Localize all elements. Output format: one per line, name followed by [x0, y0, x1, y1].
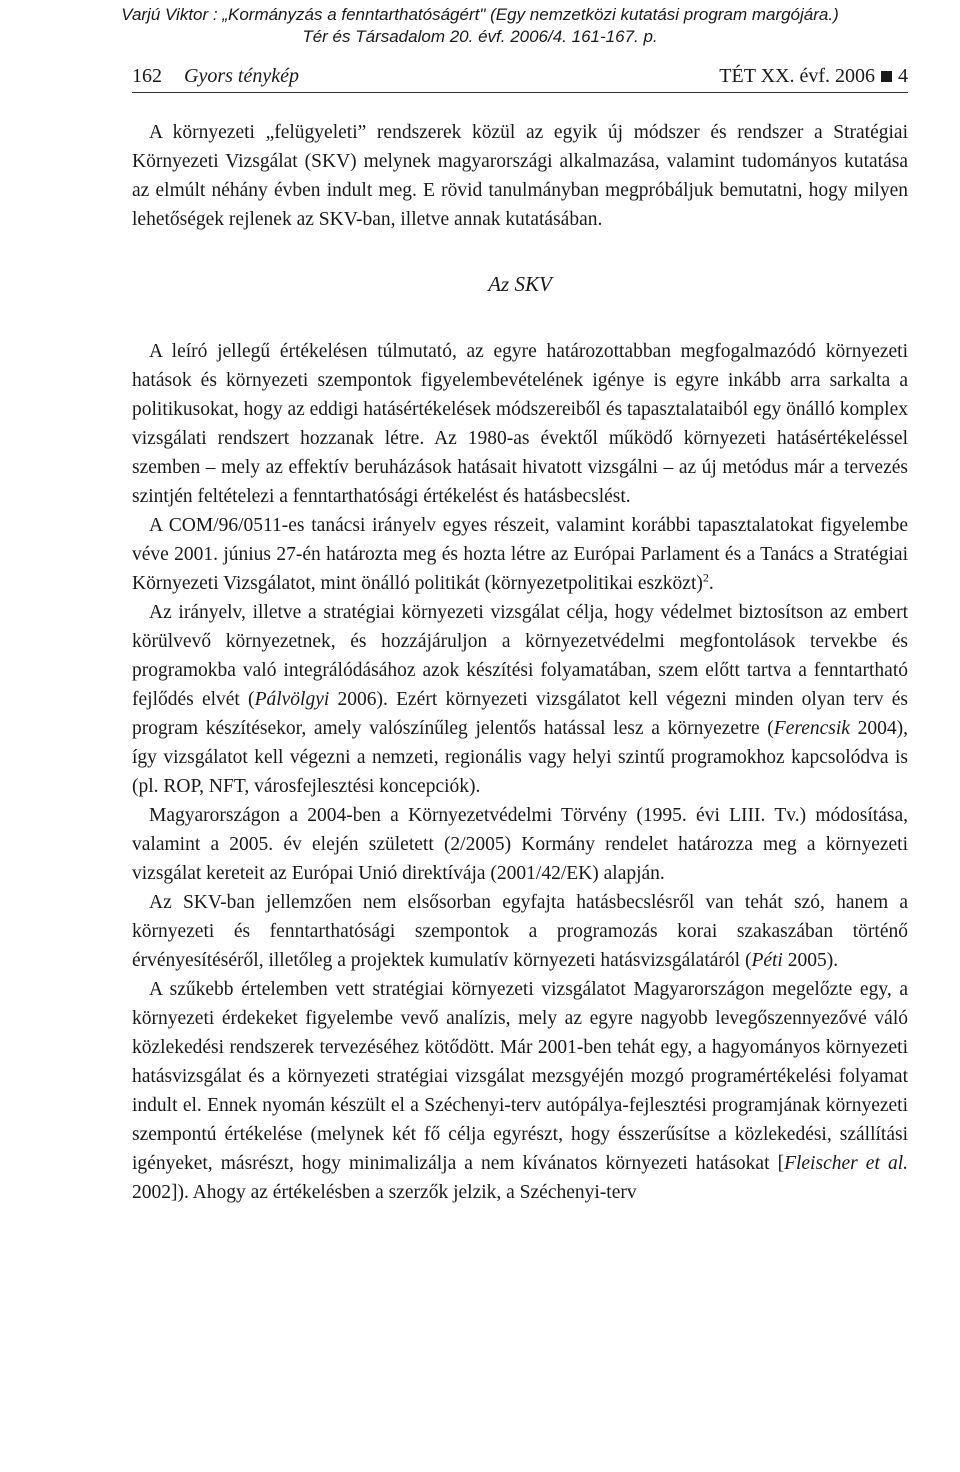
paragraph-3 [132, 598, 908, 801]
article-body [132, 118, 908, 1207]
section-heading: Az SKV [488, 272, 552, 296]
running-head [132, 60, 908, 93]
reference-ferencsik: Ferencsik [773, 718, 850, 739]
paragraph-4: Magyarországon a 2004-ben a Környezetvédelmi Törvény (1995. évi LIII. Tv.) módosítása, valamint a 2005. év elején született (2/2005) Kormány rendelet határozza meg a környezeti vizsgálat kereteit az Európai Unió direktívája (2001/42/EK) alapján. [132, 805, 908, 884]
journal-title: TÉT XX. évf. 2006 [719, 65, 875, 87]
page-number: 162 [132, 65, 162, 87]
section-title: Gyors ténykép [184, 65, 299, 87]
paragraph-1: A leíró jellegű értékelésen túlmutató, az egyre határozottabban megfogalmazódó környezeti hatások és környezeti szempontok figyelembevételének igénye is egyre inkább arra sarkalta a politikusokat, hogy az eddigi hatásértékelések módszereiből és tapasztalataiból egy önálló komplex vizsgálati rendszert hozzanak létre. Az 1980-as évektől működő környezeti hatásértékeléssel szemben – mely az effektív beruházások hatásait hivatott vizsgálni – az új metódus már a tervezés szintjén feltételezi a fenntarthatósági értékelést és hatásbecslést. [132, 341, 908, 507]
paragraph-2-text: A COM/96/0511-es tanácsi irányelv egyes részeit, valamint korábbi tapasztalatokat figyelembe véve 2001. június 27-én határozta meg és hozta létre az Európai Parlament és a Tanács a Stratégiai Környezeti Vizsgálatot, mint önálló politikát (környezetpolitikai eszközt) [132, 515, 908, 594]
citation-line-2: Tér és Társadalom 20. évf. 2006/4. 161-167. p. [302, 27, 658, 46]
paragraph-3-part-a: Az irányelv, illetve a stratégiai környezeti vizsgálat célja, hogy védelmet biztosítson az embert körülvevő környezetnek, és hozzájáruljon a környezetvédelmi megfontolások tervekbe és programokba való integrálódásához azok készítési folyamatában, szem előtt tartva a fenntartható fejlődés elvét ( [132, 602, 908, 710]
paragraph-2 [132, 511, 908, 598]
running-head-left [132, 60, 299, 92]
paragraph-3-part-b: 2006). Ezért környezeti vizsgálatot kell végezni minden olyan terv és program készítésekor, amely valószínűleg jelentős hatással lesz a környezetre ( [132, 689, 908, 739]
paragraph-2-end: . [708, 573, 714, 594]
footnote-marker: 2 [702, 570, 709, 585]
reference-fleischer: Fleischer et al. [784, 1153, 908, 1174]
citation-line-1: Varjú Viktor : „Kormányzás a fenntarthatóságért" (Egy nemzetközi kutatási program margójára.) [121, 5, 839, 24]
paragraph-5-part-b: 2005). [782, 950, 839, 971]
paragraph-3-part-c: 2004), így vizsgálatot kell végezni a nemzeti, regionális vagy helyi szintű programokhoz kapcsolódva is (pl. ROP, NFT, városfejlesztési koncepciók). [132, 718, 908, 797]
paragraph-5-part-a: Az SKV-ban jellemzően nem elsősorban egyfajta hatásbecslésről van tehát szó, hanem a környezeti és fenntarthatósági szempontok a programozás korai szakaszában történő érvényesítéséről, illetőleg a projektek kumulatív környezeti hatásvizsgálatáról ( [132, 892, 908, 971]
running-head-right [719, 60, 908, 92]
reference-palvolgyi: Pálvölgyi [254, 689, 330, 710]
issue-number: 4 [898, 65, 908, 87]
intro-paragraph: A környezeti „felügyeleti” rendszerek közül az egyik új módszer és rendszer a Stratégiai Környezeti Vizsgálat (SKV) melynek magyarországi alkalmazása, valamint tudományos kutatása az elmúlt néhány évben indult meg. E rövid tanulmányban megpróbáljuk bemutatni, hogy milyen lehetőségek rejlenek az SKV-ban, illetve annak kutatásában. [132, 122, 908, 230]
citation-header [0, 4, 960, 48]
paragraph-6-part-a: A szűkebb értelemben vett stratégiai környezeti vizsgálatot Magyarországon megelőzte egy, a környezeti érdekeket figyelembe vevő analízis, mely az egyre nagyobb levegőszennyezővé váló közlekedési rendszerek tervezéséhez kötődött. Már 2001-ben tehát egy, a hagyományos környezeti hatásvizsgálat és a környezeti stratégiai vizsgálat mezsgyéjén mozgó programértékelési folyamat indult el. Ennek nyomán készült el a Széchenyi-terv autópálya-fejlesztési programjának környezeti szempontú értékelése (melynek két fő célja egyrészt, hogy ésszerűsítse a közlekedési, szállítási igényeket, másrészt, hogy minimalizálja a nem kívánatos környezeti hatásokat [ [132, 979, 908, 1174]
paragraph-5 [132, 888, 908, 975]
reference-peti: Péti [751, 950, 783, 971]
square-bullet-icon [881, 71, 892, 82]
paragraph-6 [132, 975, 908, 1207]
paragraph-6-part-b: 2002]). Ahogy az értékelésben a szerzők jelzik, a Széchenyi-terv [132, 1182, 637, 1203]
